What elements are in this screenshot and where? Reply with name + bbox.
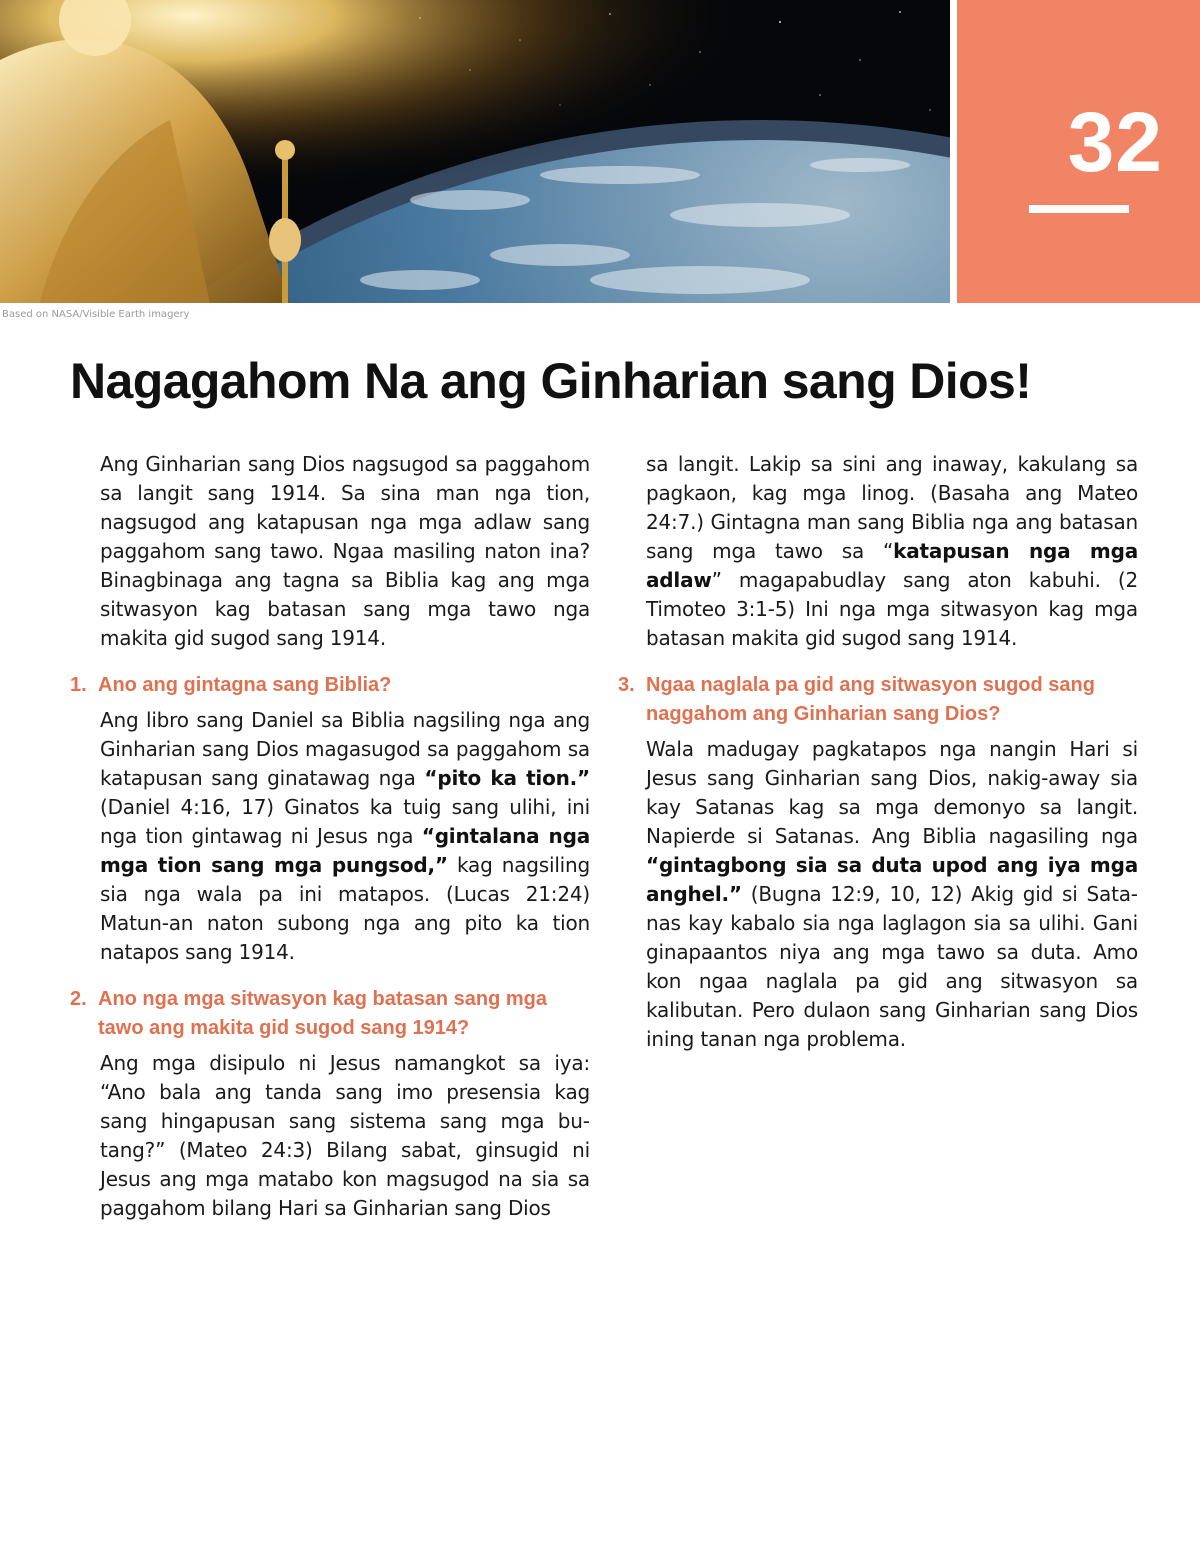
question-3-text: Ngaa naglala pa gid ang sitwasyon sugod sang naggahom ang Ginharian sang Dios? bbox=[646, 674, 1095, 725]
intro-paragraph: Ang Ginharian sang Dios nagsugod sa paggahom sa langit sang 1914. Sa sina man nga tion, nagsugod ang katapusan nga mga adlaw sang paggahom sang tawo. Ngaa masiling naton ina? Binagbinaga ang tagna sa Biblia kag ang mga sitwasyon kag batasan sang mga tawo nga makita gid sugod sang 1914. bbox=[100, 452, 590, 650]
question-2-number: 2. bbox=[70, 988, 87, 1010]
page-title: Nagagahom Na ang Ginharian sang Dios! bbox=[70, 353, 1032, 409]
question-3 bbox=[618, 671, 1138, 729]
answer-2-highlight: katapusan nga mga adlaw bbox=[646, 539, 1138, 592]
left-column bbox=[70, 450, 590, 1241]
right-column bbox=[618, 450, 1138, 1072]
answer-2-paragraph-part1: Ang mga disipulo ni Jesus namangkot sa iya: “Ano bala ang tanda sang imo presensia kag sang hingapusan sang sistema sang mga butang?” (Mateo 24:3) Bilang sabat, ginsugid ni Jesus ang mga matabo kon magsugod na sia sa paggahom bilang Hari sa Ginharian sang Dios bbox=[100, 1051, 590, 1220]
answer-3-highlight: “gintagbong sia sa duta upod ang iya mga anghel.” bbox=[646, 853, 1138, 906]
lesson-number-box bbox=[957, 0, 1200, 303]
earth-and-king-illustration bbox=[0, 0, 950, 303]
answer-3-text-b: (Bugna 12:9, 10, 12) Akig gid si Satanas kay kabalo sia nga laglagon sia sa ulihi. Gani ginapaantos niya ang mga tawo sa duta. Amo kon ngaa naglala pa gid ang sitwasyon sa kalibutan. Pero dulaon sang Ginharian sang Dios ining tanan nga problema. bbox=[646, 882, 1138, 1051]
answer-2-text-b: sa langit. Lakip sa sini ang inaway, kakulang sa pagkaon, kag mga linog. (Basaha ang Mateo 24:7.) Gintagna man sang Biblia nga ang batasan sang mga tawo sa “ bbox=[646, 452, 1138, 563]
answer-1-highlight-a: “pito ka tion.” bbox=[424, 766, 591, 790]
answer-2-text-c: ” magapabudlay sang aton kabuhi. (2 Timoteo 3:1-5) Ini nga mga sitwasyon kag mga batasan makita gid sugod sang 1914. bbox=[646, 568, 1138, 650]
answer-1-text-a: Ang libro sang Daniel sa Biblia nagsiling nga ang Ginharian sang Dios magasugod sa paggahom sa katapusan sang ginatawag nga bbox=[100, 708, 590, 790]
answer-1-highlight-b: “gintalana nga mga tion sang mga pungsod,” bbox=[100, 824, 590, 877]
question-1-number: 1. bbox=[70, 674, 87, 696]
answer-1-text-b: (Daniel 4:16, 17) Ginatos ka tuig sang ulihi, ini nga tion gintawag ni Jesus nga bbox=[100, 795, 590, 848]
question-1 bbox=[70, 671, 590, 700]
lesson-number-underline bbox=[1029, 205, 1129, 213]
question-2-text: Ano nga mga sitwasyon kag batasan sang mga tawo ang makita gid sugod sang 1914? bbox=[98, 988, 548, 1039]
question-3-number: 3. bbox=[618, 674, 635, 696]
answer-1-paragraph bbox=[70, 706, 590, 967]
answer-3-text-a: Wala madugay pagkatapos nga nangin Hari si Jesus sang Ginharian sang Dios, nakig-away sia kay Satanas kag sa mga demonyo sa langit. Napierde si Satanas. Ang Biblia nagasiling nga bbox=[646, 737, 1138, 848]
lesson-number: 32 bbox=[1067, 95, 1163, 189]
question-1-text: Ano ang gintagna sang Biblia? bbox=[98, 674, 392, 696]
answer-2-paragraph-part2 bbox=[618, 450, 1138, 653]
image-credit: Based on NASA/Visible Earth imagery bbox=[2, 309, 190, 320]
answer-3-paragraph bbox=[618, 735, 1138, 1054]
hero-image bbox=[0, 0, 950, 303]
answer-1-text-c: kag nagsiling sia nga wala pa ini matapos. (Lucas 21:24) Matun-an naton subong nga ang pito ka tion natapos sang 1914. bbox=[100, 853, 591, 964]
question-2 bbox=[70, 985, 590, 1043]
